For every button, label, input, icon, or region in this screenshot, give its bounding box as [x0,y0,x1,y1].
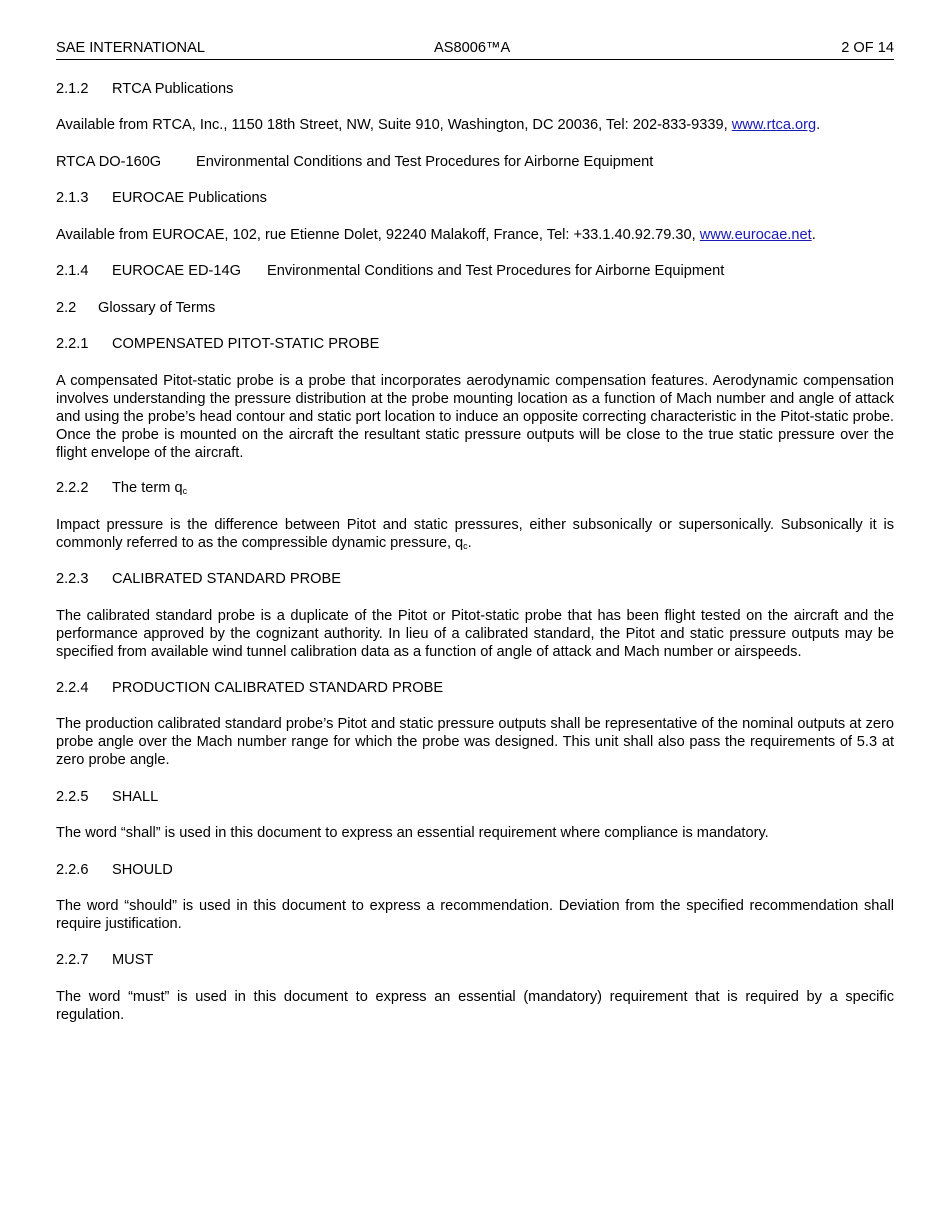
section-heading-2-2-1 [56,335,894,353]
section-number: 2.2.3 [56,571,89,587]
section-number: 2.2.7 [56,952,89,968]
section-heading-2-1-4 [56,262,894,280]
subscript-c: c [182,486,188,496]
section-title: CALIBRATED STANDARD PROBE [112,571,341,587]
reference-id: RTCA DO-160G [56,154,162,170]
section-number: 2.2.5 [56,789,89,805]
header-page-number: 2 OF 14 [841,40,894,56]
section-number: 2.2.2 [56,480,89,496]
reference-title: Environmental Conditions and Test Procedures for Airborne Equipment [196,154,654,170]
rtca-link[interactable]: www.rtca.org [731,117,817,133]
section-title: MUST [112,952,154,968]
section-heading-2-2-4 [56,679,894,697]
section-title: PRODUCTION CALIBRATED STANDARD PROBE [112,680,444,696]
page-header [56,39,894,60]
section-heading-2-2 [56,299,894,317]
section-title: SHALL [112,789,159,805]
header-document-id: AS8006™A [434,40,511,56]
section-heading-2-2-3 [56,570,894,588]
section-heading-2-2-6 [56,861,894,879]
eurocae-availability: Available from EUROCAE, 102, rue Etienne Dolet, 92240 Malakoff, France, Tel: +33.1.40.92.79.30, www.eurocae.net. [56,227,816,243]
header-organization: SAE INTERNATIONAL [56,40,205,56]
section-heading-2-2-5 [56,788,894,806]
section-number: 2.2 [56,300,77,316]
rtca-availability: Available from RTCA, Inc., 1150 18th Street, NW, Suite 910, Washington, DC 20036, Tel: 202-833-9339, www.rtca.org. [56,117,821,133]
paragraph-calibrated-standard-probe: The calibrated standard probe is a duplicate of the Pitot or Pitot-static probe that has been flight tested on the aircraft and the performance approved by the cognizant authority. In lieu of a calibrated standard, the Pitot and static pressure outputs may be specified from available wind tunnel calibration data as a function of angle of attack and Mach number or airspeeds. [56,608,894,660]
paragraph-production-calibrated-probe: The production calibrated standard probe’s Pitot and static pressure outputs shall be representative of the nominal outputs at zero probe angle over the Mach number range for which the probe was designed. This unit shall also pass the requirements of 5.3 at zero probe angle. [56,716,894,768]
paragraph-text: Impact pressure is the difference between Pitot and static pressures, either subsonically or supersonically. Subsonically it is commonly referred to as the compressible dynamic pressure, q [56,517,894,551]
section-number: 2.1.4 [56,263,89,279]
paragraph-should: The word “should” is used in this document to express a recommendation. Deviation from the specified recommendation shall require justification. [56,898,894,932]
eurocae-link[interactable]: www.eurocae.net [699,227,812,243]
subscript-c: c [463,541,468,551]
section-title: COMPENSATED PITOT-STATIC PROBE [112,336,380,352]
section-heading-2-2-7 [56,951,894,969]
section-heading-2-2-2 [56,479,894,500]
section-title: RTCA Publications [112,81,234,97]
reference-rtca-do160g [56,153,894,171]
section-title: SHOULD [112,862,173,878]
section-heading-2-1-3 [56,189,894,207]
reference-title: Environmental Conditions and Test Procedures for Airborne Equipment [267,263,725,279]
section-title: Glossary of Terms [98,300,216,316]
availability-text: Available from RTCA, Inc., 1150 18th Street, NW, Suite 910, Washington, DC 20036, Tel: 202-833-9339, [56,117,732,133]
paragraph-impact-pressure: Impact pressure is the difference between Pitot and static pressures, either subsonically or supersonically. Subsonically it is commonly referred to as the compressible dynamic pressure, $q_c$. [56,517,894,551]
paragraph-compensated-probe: A compensated Pitot-static probe is a probe that incorporates aerodynamic compensation features. Aerodynamic compensation involves understanding the pressure distribution at the probe mounting location as a function of Mach number and angle of attack and using the probe’s head contour and static port location to induce an opposite correcting characteristic in the Pitot-static probe. Once the probe is mounted on the aircraft the resultant static pressure outputs will be close to the true static pressure over the flight envelope of the aircraft. [56,373,894,461]
section-number: 2.1.3 [56,190,89,206]
paragraph-shall: The word “shall” is used in this document to express an essential requirement where compliance is mandatory. [56,825,769,841]
paragraph-must: The word “must” is used in this document to express an essential (mandatory) requirement that is required by a specific regulation. [56,989,894,1023]
section-number: 2.1.2 [56,81,89,97]
section-number: 2.2.6 [56,862,89,878]
section-title: EUROCAE Publications [112,190,267,206]
section-number: 2.2.4 [56,680,89,696]
section-title: The term q [112,480,183,496]
section-heading-2-1-2 [56,80,894,98]
section-number: 2.2.1 [56,336,89,352]
reference-id: EUROCAE ED-14G [112,263,241,279]
availability-text: Available from EUROCAE, 102, rue Etienne Dolet, 92240 Malakoff, France, Tel: +33.1.40.92.79.30, [56,227,700,243]
